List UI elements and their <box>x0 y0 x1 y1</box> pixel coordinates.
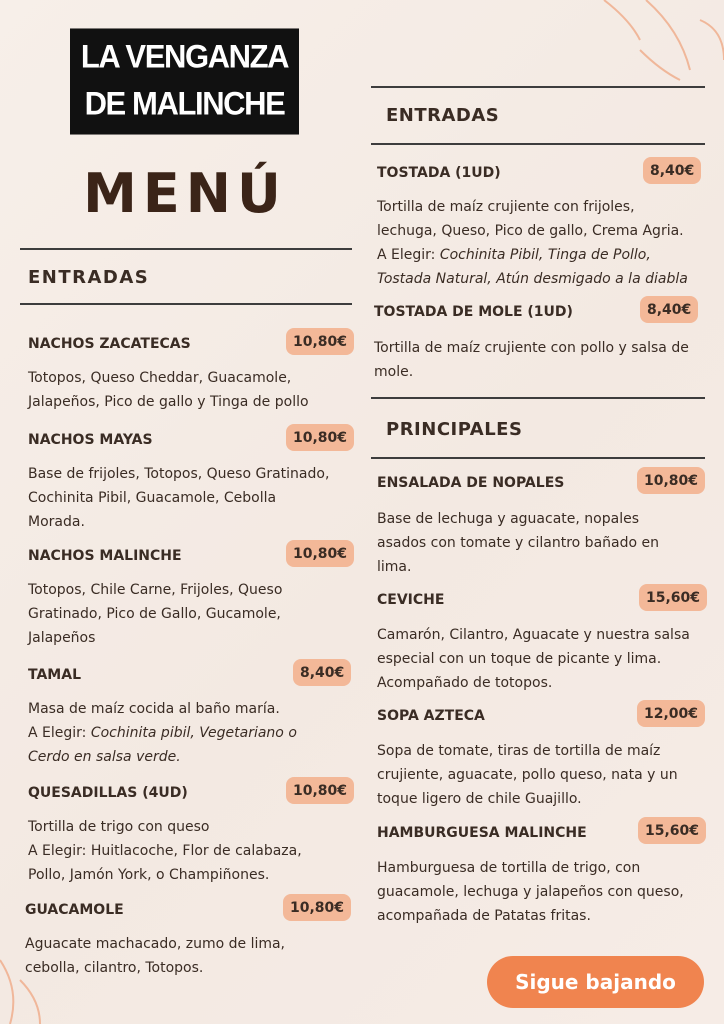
item-name: TOSTADA (1UD) <box>377 165 501 181</box>
item-name: NACHOS MALINCHE <box>28 548 182 564</box>
item-description: Hamburguesa de tortilla de trigo, con guacamole, lechuga y jalapeños con queso, acompañada de Patatas fritas. <box>377 860 684 924</box>
item-description: Tortilla de trigo con queso A Elegir: Huitlacoche, Flor de calabaza, Pollo, Jamón York, o Champiñones. <box>28 819 302 883</box>
item-name: NACHOS MAYAS <box>28 432 153 448</box>
item-name: GUACAMOLE <box>25 902 124 918</box>
item-name: NACHOS ZACATECAS <box>28 336 191 352</box>
menu-title: MENÚ <box>83 162 287 225</box>
price-badge: 15,60€ <box>639 584 707 611</box>
price-badge: 15,60€ <box>638 817 706 844</box>
item-description: Sopa de tomate, tiras de tortilla de maíz crujiente, aguacate, pollo queso, nata y un toque ligero de chile Guajillo. <box>377 743 678 807</box>
divider-right-section1 <box>371 143 705 145</box>
item-name: TAMAL <box>28 667 81 683</box>
item-name: TOSTADA DE MOLE (1UD) <box>374 304 573 320</box>
item-description: Base de frijoles, Totopos, Queso Gratinado, Cochinita Pibil, Guacamole, Cebolla Morada. <box>28 466 330 530</box>
price-badge: 8,40€ <box>640 296 698 323</box>
item-description: Base de lechuga y aguacate, nopales asados con tomate y cilantro bañado en lima. <box>377 511 659 575</box>
price-badge: 10,80€ <box>637 467 705 494</box>
logo-line-2: DE MALINCHE <box>84 85 285 122</box>
item-name: CEVICHE <box>377 592 445 608</box>
price-badge: 10,80€ <box>283 894 351 921</box>
divider-left-section <box>20 303 352 305</box>
item-name: ENSALADA DE NOPALES <box>377 475 565 491</box>
item-description: Masa de maíz cocida al baño maría. A Elegir: Cochinita pibil, Vegetariano o Cerdo en salsa verde. <box>28 701 297 765</box>
item-description: Totopos, Chile Carne, Frijoles, Queso Gratinado, Pico de Gallo, Gucamole, Jalapeños <box>28 582 283 646</box>
item-description: Camarón, Cilantro, Aguacate y nuestra salsa especial con un toque de picante y lima. Acompañado de totopos. <box>377 627 690 691</box>
restaurant-logo <box>70 28 299 134</box>
price-badge: 10,80€ <box>286 424 354 451</box>
item-description: Tortilla de maíz crujiente con pollo y salsa de mole. <box>374 340 689 380</box>
item-name: HAMBURGUESA MALINCHE <box>377 825 587 841</box>
price-badge: 8,40€ <box>293 659 351 686</box>
item-description: Aguacate machacado, zumo de lima, cebolla, cilantro, Totopos. <box>25 936 286 976</box>
price-badge: 10,80€ <box>286 540 354 567</box>
section-title-entradas-left: ENTRADAS <box>28 267 150 288</box>
item-description: Tortilla de maíz crujiente con frijoles, lechuga, Queso, Pico de gallo, Crema Agria. A Elegir: Cochinita Pibil, Tinga de Pollo, Tostada Natural, Atún desmigado a la diabla <box>377 199 688 287</box>
divider-left-top <box>20 248 352 250</box>
section-title-principales: PRINCIPALES <box>386 419 523 440</box>
price-badge: 8,40€ <box>643 157 701 184</box>
item-description: Totopos, Queso Cheddar, Guacamole, Jalapeños, Pico de gallo y Tinga de pollo <box>28 370 309 410</box>
divider-right-section2 <box>371 457 705 459</box>
price-badge: 10,80€ <box>286 328 354 355</box>
divider-right-top <box>371 86 705 88</box>
sigue-bajando-button[interactable]: Sigue bajando <box>487 956 704 1008</box>
price-badge: 10,80€ <box>286 777 354 804</box>
section-title-entradas-right: ENTRADAS <box>386 105 500 126</box>
item-name: SOPA AZTECA <box>377 708 485 724</box>
divider-right-section2-top <box>371 397 705 399</box>
item-name: QUESADILLAS (4UD) <box>28 785 188 801</box>
logo-line-1: LA VENGANZA <box>80 37 289 75</box>
price-badge: 12,00€ <box>637 700 705 727</box>
